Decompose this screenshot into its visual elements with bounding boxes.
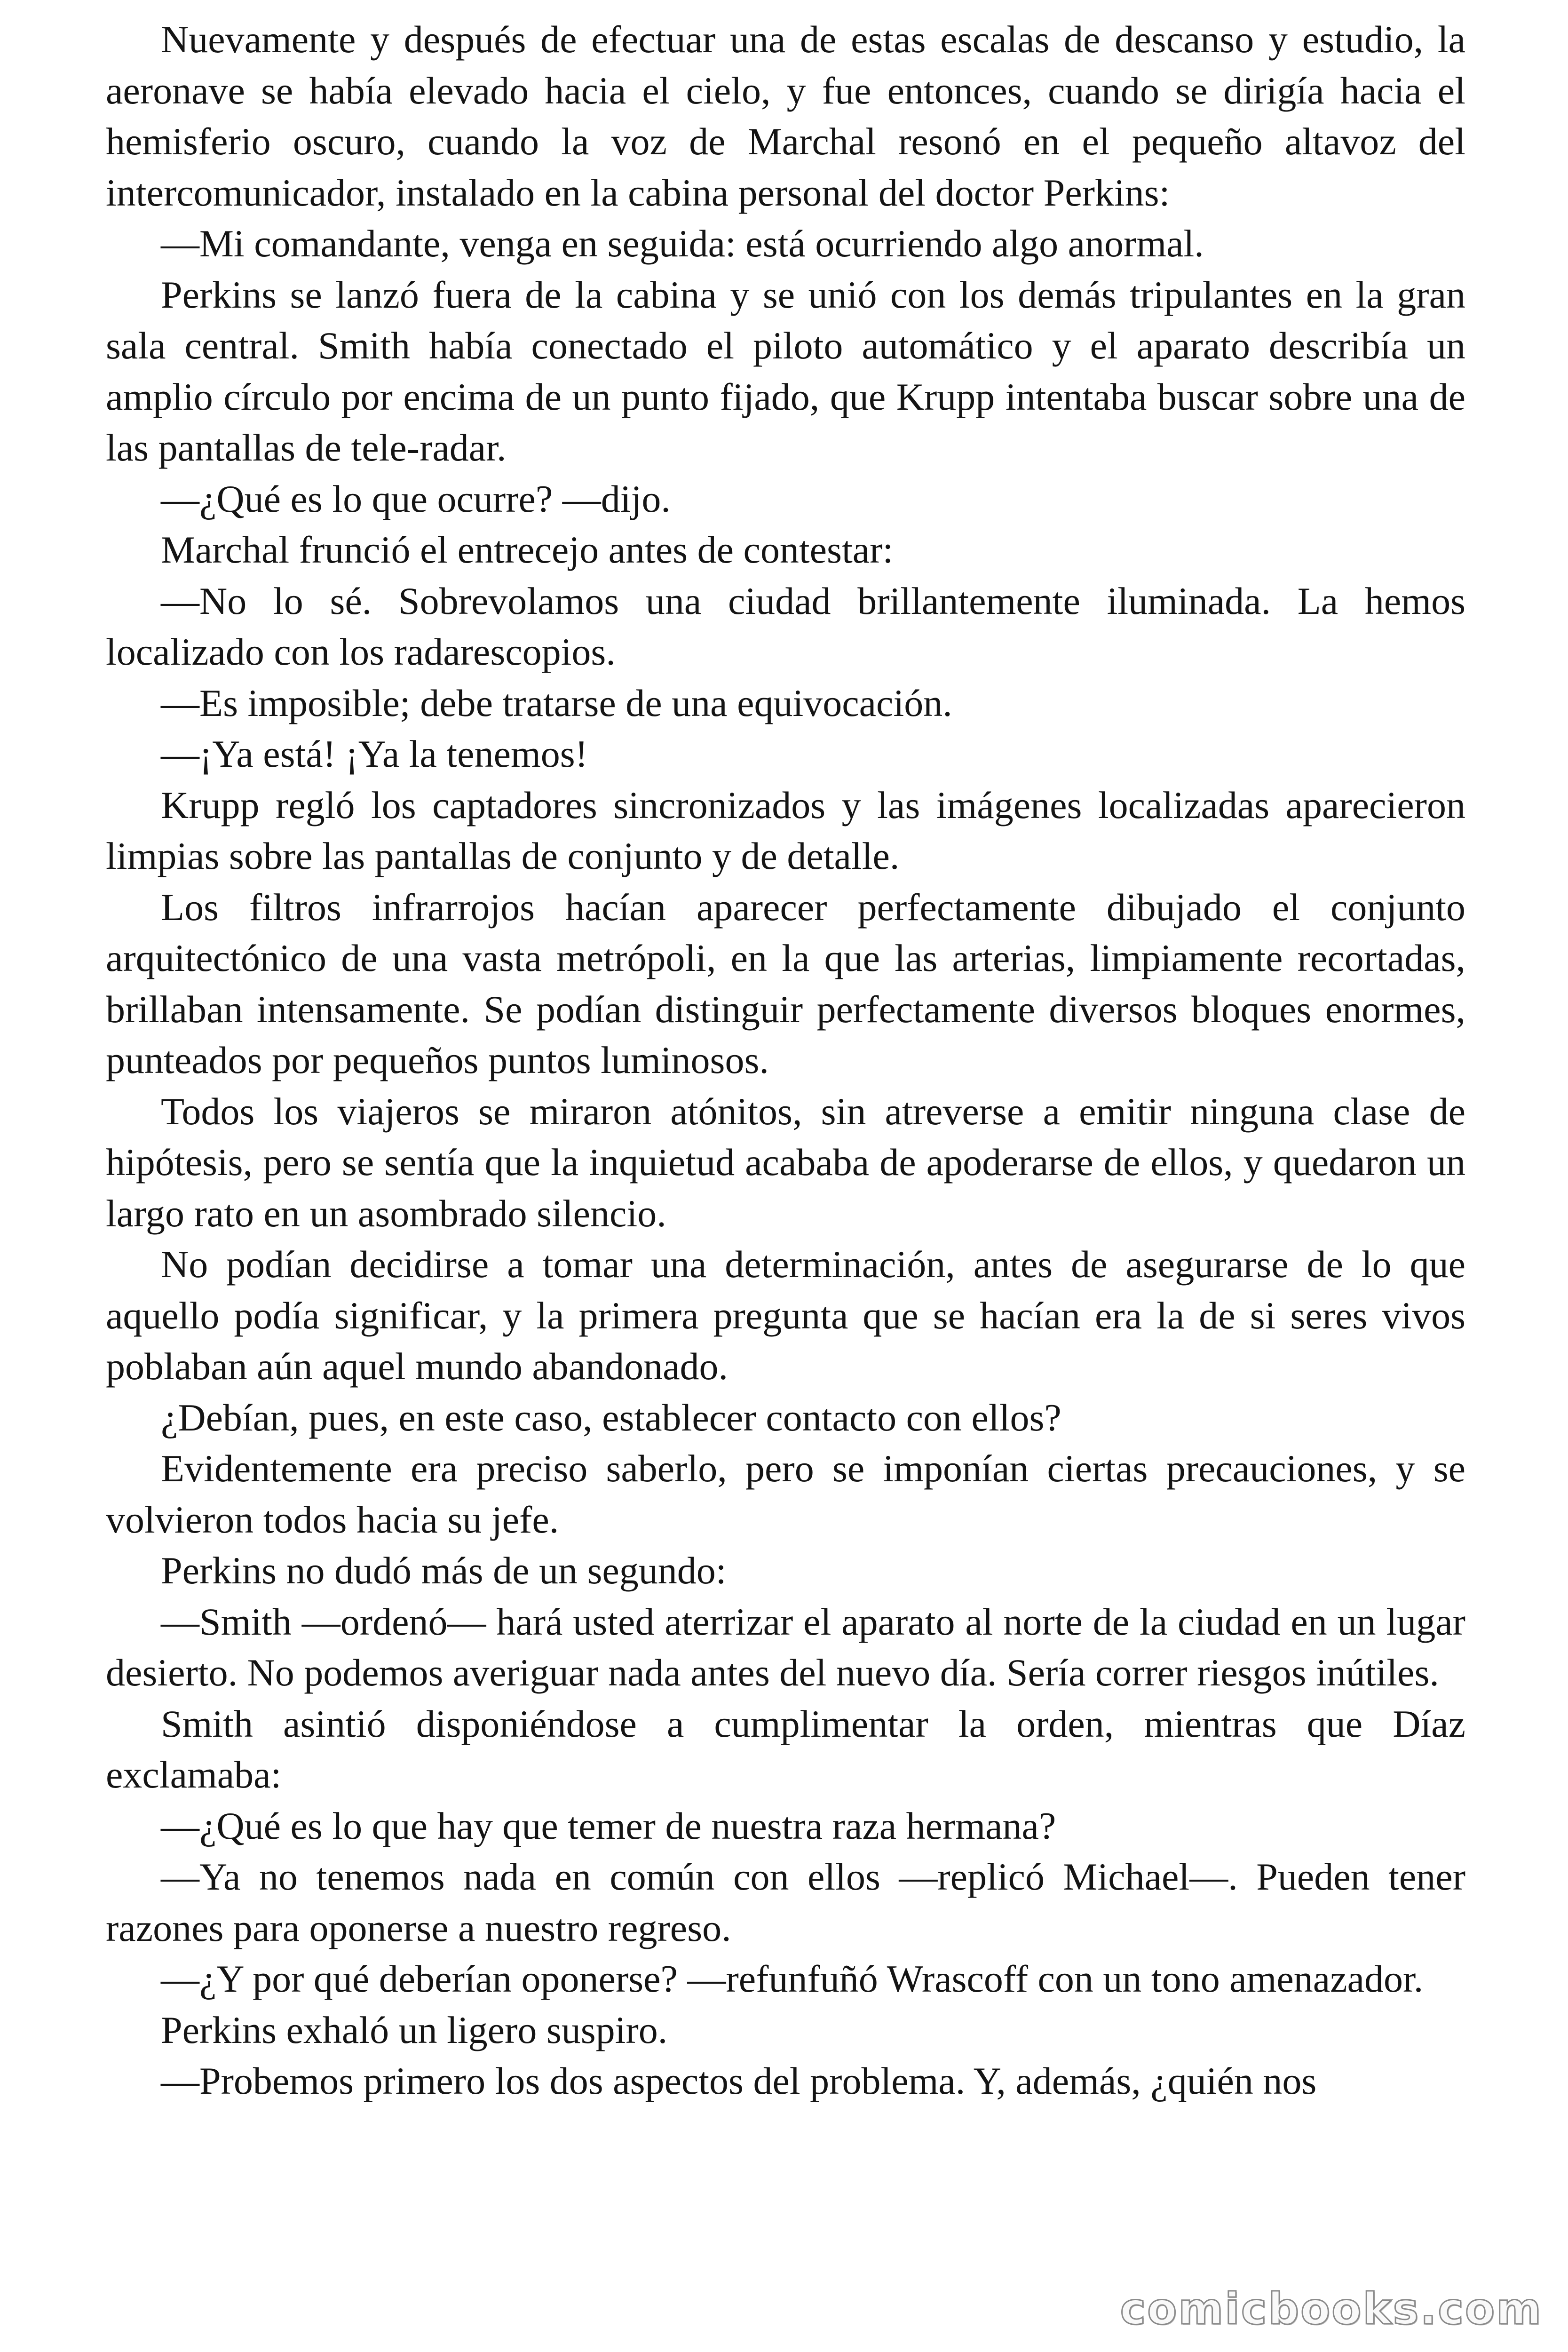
paragraph: Evidentemente era preciso saberlo, pero se imponían ciertas precauciones, y se volvieron todos hacia su jefe. — [106, 1447, 1465, 1541]
paragraph: Perkins se lanzó fuera de la cabina y se unió con los demás tripulantes en la gran sala central. Smith había conectado el piloto automático y el aparato describía un amplio círculo por encima de un punto fijado, que Krupp intentaba buscar sobre una de las pantallas de tele-radar. — [106, 273, 1465, 469]
paragraph: —¿Y por qué deberían oponerse? —refunfuñó Wrascoff con un tono amenazador. — [161, 1957, 1424, 2000]
paragraph: No podían decidirse a tomar una determinación, antes de asegurarse de lo que aquello podía significar, y la primera pregunta que se hacían era la de si seres vivos poblaban aún aquel mundo abandonado. — [106, 1243, 1465, 1388]
paragraph: Todos los viajeros se miraron atónitos, sin atreverse a emitir ninguna clase de hipótesis, pero se sentía que la inquietud acababa de apoderarse de ellos, y quedaron un largo rato en un asombrado silencio. — [106, 1089, 1465, 1235]
paragraph: Smith asintió disponiéndose a cumplimentar la orden, mientras que Díaz exclamaba: — [106, 1702, 1465, 1796]
watermark: comicbooks.com — [1120, 2284, 1543, 2334]
paragraph: Perkins exhaló un ligero suspiro. — [161, 2008, 668, 2051]
paragraph: Marchal frunció el entrecejo antes de contestar: — [161, 528, 894, 571]
paragraph: Nuevamente y después de efectuar una de estas escalas de descanso y estudio, la aeronave se había elevado hacia el cielo, y fue entonces, cuando se dirigía hacia el hemisferio oscuro, cuando la voz de Marchal resonó en el pequeño altavoz del intercomunicador, instalado en la cabina personal del doctor Perkins: — [106, 18, 1465, 214]
paragraph: —No lo sé. Sobrevolamos una ciudad brillantemente iluminada. La hemos localizado con los radarescopios. — [106, 579, 1465, 673]
paragraph: —¿Qué es lo que ocurre? —dijo. — [161, 477, 671, 520]
document-page — [106, 14, 1465, 2333]
paragraph: Perkins no dudó más de un segundo: — [161, 1549, 727, 1592]
paragraph: Los filtros infrarrojos hacían aparecer perfectamente dibujado el conjunto arquitectónico de una vasta metrópoli, en la que las arterias, limpiamente recortadas, brillaban intensamente. Se podían distinguir perfectamente diversos bloques enormes, punteados por pequeños puntos luminosos. — [106, 885, 1465, 1081]
paragraph: —Ya no tenemos nada en común con ellos —replicó Michael—. Pueden tener razones para oponerse a nuestro regreso. — [106, 1855, 1465, 1949]
paragraph: —Smith —ordenó— hará usted aterrizar el aparato al norte de la ciudad en un lugar desierto. No podemos averiguar nada antes del nuevo día. Sería correr riesgos inútiles. — [106, 1600, 1465, 1694]
paragraph: ¿Debían, pues, en este caso, establecer contacto con ellos? — [161, 1396, 1061, 1439]
paragraph: —¡Ya está! ¡Ya la tenemos! — [161, 732, 588, 775]
paragraph: —¿Qué es lo que hay que temer de nuestra raza hermana? — [161, 1804, 1056, 1847]
paragraph: —Probemos primero los dos aspectos del problema. Y, además, ¿quién nos — [161, 2059, 1317, 2102]
paragraph: —Mi comandante, venga en seguida: está ocurriendo algo anormal. — [161, 222, 1204, 265]
paragraph: —Es imposible; debe tratarse de una equivocación. — [161, 681, 952, 724]
paragraph: Krupp regló los captadores sincronizados y las imágenes localizadas aparecieron limpias sobre las pantallas de conjunto y de detalle. — [106, 783, 1465, 877]
